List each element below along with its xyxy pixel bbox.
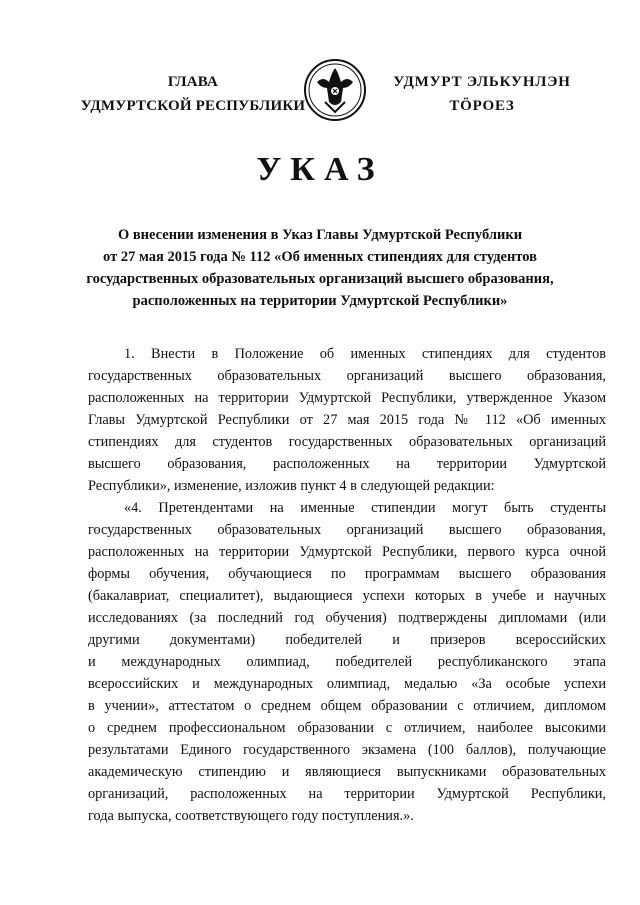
text-line: стипендиях для студентов государственных образовательных организаций <box>88 434 606 450</box>
text-line: формы обучения, обучающиеся по программам высшего образования <box>88 566 606 582</box>
text-line: исследованиях (за последний год обучения) подтверждены дипломами (или <box>88 610 606 626</box>
heading-line: расположенных на территории Удмуртской Республики» <box>132 293 508 309</box>
heading-line: от 27 мая 2015 года № 112 «Об именных стипендиях для студентов <box>103 249 537 265</box>
text-line: расположенных на территории Удмуртской Республики, первого курса очной <box>88 544 606 560</box>
text-line: всероссийских и международных олимпиад, медалью «За особые успехи <box>88 676 606 692</box>
text-line: государственных образовательных организаций высшего образования, <box>88 368 606 384</box>
header-right-line2: ТӦРОЕЗ <box>449 98 515 114</box>
text-line: 1. Внести в Положение об именных стипендиях для студентов <box>124 346 606 362</box>
text-line: «4. Претендентами на именные стипендии могут быть студенты <box>124 500 606 516</box>
text-line: государственных образовательных организаций высшего образования, <box>88 522 606 538</box>
document-type-title: УКАЗ <box>256 151 384 188</box>
header-left-line1: ГЛАВА <box>167 74 219 90</box>
paragraph-2 <box>88 497 606 827</box>
heading-line: государственных образовательных организаций высшего образования, <box>86 271 554 287</box>
udmurt-coat-of-arms-icon <box>303 58 367 122</box>
paragraph-1 <box>88 343 606 497</box>
text-line: расположенных на территории Удмуртской Республики, утвержденное Указом <box>88 390 606 406</box>
header-right <box>382 70 582 118</box>
text-line: в учении», аттестатом о среднем общем образовании с отличием, дипломом <box>88 698 606 714</box>
text-line: (бакалавриат, специалитет), выдающиеся успехи которых в учебе и научных <box>88 588 606 604</box>
text-line: Главы Удмуртской Республики от 27 мая 2015 года № 112 «Об именных <box>88 412 606 428</box>
text-line: и международных олимпиад, победителей республиканского этапа <box>88 654 606 670</box>
text-line: академическую стипендию и являющиеся выпускниками образовательных <box>88 764 606 780</box>
heading-line: О внесении изменения в Указ Главы Удмуртской Республики <box>117 227 523 243</box>
text-line: года выпуска, соответствующего году поступления.». <box>88 808 414 824</box>
text-line: Республики», изменение, изложив пункт 4 в следующей редакции: <box>88 478 495 494</box>
text-line: о среднем профессиональном образовании с отличием, наиболее высокими <box>88 720 606 736</box>
text-line: результатами Единого государственного экзамена (100 баллов), получающие <box>88 742 606 758</box>
header-left-line2: УДМУРТСКОЙ РЕСПУБЛИКИ <box>80 98 306 114</box>
text-line: организаций, расположенных на территории Удмуртской Республики, <box>88 786 606 802</box>
header-right-line1: УДМУРТ ЭЛЬКУНЛЭН <box>393 74 571 90</box>
decree-heading <box>80 224 560 312</box>
text-line: высшего образования, расположенных на территории Удмуртской <box>88 456 606 472</box>
text-line: другими документами) победителей и призеров всероссийских <box>88 632 606 648</box>
header-left <box>78 70 308 118</box>
